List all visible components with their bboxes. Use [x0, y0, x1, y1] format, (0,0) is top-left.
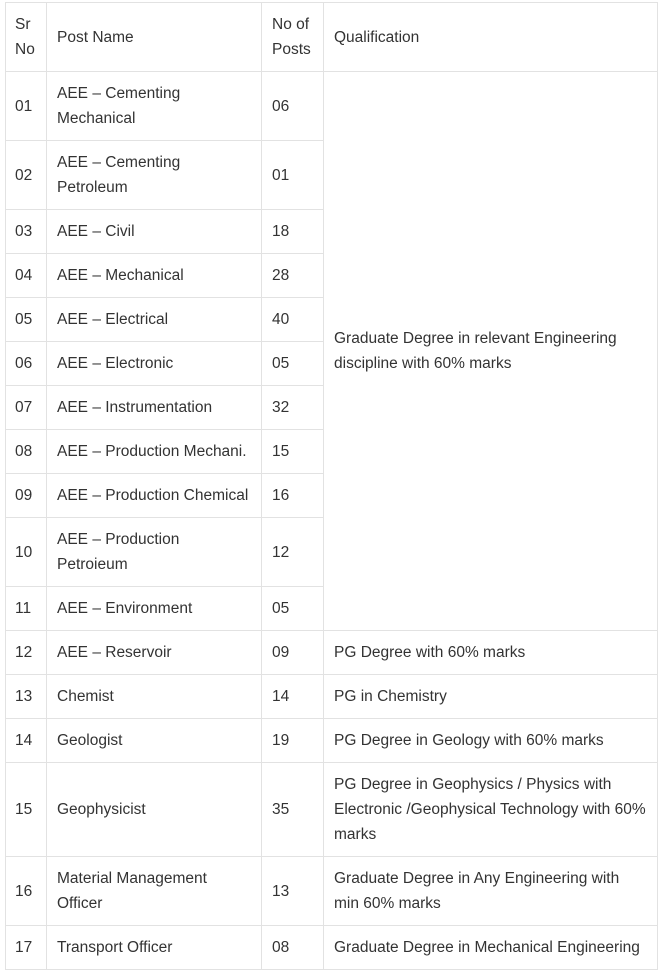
- cell-qualification: Graduate Degree in Mechanical Engineering: [324, 926, 658, 970]
- table-row: [6, 675, 658, 719]
- cell-no-of-posts: 12: [262, 518, 324, 587]
- cell-sr-no: 04: [6, 254, 47, 298]
- cell-sr-no: 07: [6, 386, 47, 430]
- cell-qualification: Graduate Degree in Any Engineering with min 60% marks: [324, 857, 658, 926]
- table-row: [6, 719, 658, 763]
- cell-sr-no: 11: [6, 587, 47, 631]
- cell-post-name: Material Management Officer: [47, 857, 262, 926]
- cell-sr-no: 02: [6, 141, 47, 210]
- table-row: [6, 926, 658, 970]
- cell-qualification: PG Degree in Geology with 60% marks: [324, 719, 658, 763]
- cell-post-name: AEE – Cementing Petroleum: [47, 141, 262, 210]
- cell-qualification: PG Degree in Geophysics / Physics with Electronic /Geophysical Technology with 60% marks: [324, 763, 658, 857]
- header-post-name: Post Name: [47, 3, 262, 72]
- cell-no-of-posts: 08: [262, 926, 324, 970]
- cell-post-name: AEE – Production Mechani.: [47, 430, 262, 474]
- cell-no-of-posts: 28: [262, 254, 324, 298]
- cell-no-of-posts: 18: [262, 210, 324, 254]
- cell-sr-no: 06: [6, 342, 47, 386]
- table-row: [6, 763, 658, 857]
- table-row: [6, 72, 658, 141]
- table-row: [6, 857, 658, 926]
- header-qualification: Qualification: [324, 3, 658, 72]
- cell-no-of-posts: 40: [262, 298, 324, 342]
- cell-qualification: PG in Chemistry: [324, 675, 658, 719]
- table-row: [6, 631, 658, 675]
- table-header-row: [6, 3, 658, 72]
- cell-sr-no: 12: [6, 631, 47, 675]
- header-sr-no: Sr No: [6, 3, 47, 72]
- cell-post-name: AEE – Environment: [47, 587, 262, 631]
- cell-post-name: AEE – Production Petroieum: [47, 518, 262, 587]
- cell-post-name: Geologist: [47, 719, 262, 763]
- cell-post-name: Chemist: [47, 675, 262, 719]
- cell-sr-no: 10: [6, 518, 47, 587]
- cell-sr-no: 17: [6, 926, 47, 970]
- cell-post-name: AEE – Electrical: [47, 298, 262, 342]
- cell-post-name: AEE – Cementing Mechanical: [47, 72, 262, 141]
- cell-sr-no: 03: [6, 210, 47, 254]
- cell-sr-no: 05: [6, 298, 47, 342]
- cell-post-name: AEE – Instrumentation: [47, 386, 262, 430]
- cell-no-of-posts: 06: [262, 72, 324, 141]
- cell-sr-no: 15: [6, 763, 47, 857]
- cell-no-of-posts: 35: [262, 763, 324, 857]
- cell-no-of-posts: 09: [262, 631, 324, 675]
- cell-qualification: PG Degree with 60% marks: [324, 631, 658, 675]
- cell-no-of-posts: 15: [262, 430, 324, 474]
- table-body: [6, 3, 658, 970]
- cell-qualification-shared: Graduate Degree in relevant Engineering discipline with 60% marks: [324, 72, 658, 631]
- cell-post-name: AEE – Electronic: [47, 342, 262, 386]
- cell-sr-no: 09: [6, 474, 47, 518]
- cell-post-name: AEE – Production Chemical: [47, 474, 262, 518]
- cell-no-of-posts: 13: [262, 857, 324, 926]
- cell-no-of-posts: 05: [262, 587, 324, 631]
- cell-sr-no: 13: [6, 675, 47, 719]
- cell-post-name: AEE – Mechanical: [47, 254, 262, 298]
- cell-no-of-posts: 05: [262, 342, 324, 386]
- table-container: [5, 2, 657, 970]
- cell-no-of-posts: 32: [262, 386, 324, 430]
- cell-sr-no: 14: [6, 719, 47, 763]
- cell-no-of-posts: 01: [262, 141, 324, 210]
- cell-post-name: Geophysicist: [47, 763, 262, 857]
- posts-table: [5, 2, 658, 970]
- cell-sr-no: 16: [6, 857, 47, 926]
- cell-post-name: Transport Officer: [47, 926, 262, 970]
- cell-no-of-posts: 14: [262, 675, 324, 719]
- header-no-of-posts: No of Posts: [262, 3, 324, 72]
- cell-post-name: AEE – Reservoir: [47, 631, 262, 675]
- cell-sr-no: 01: [6, 72, 47, 141]
- cell-no-of-posts: 16: [262, 474, 324, 518]
- cell-sr-no: 08: [6, 430, 47, 474]
- cell-post-name: AEE – Civil: [47, 210, 262, 254]
- cell-no-of-posts: 19: [262, 719, 324, 763]
